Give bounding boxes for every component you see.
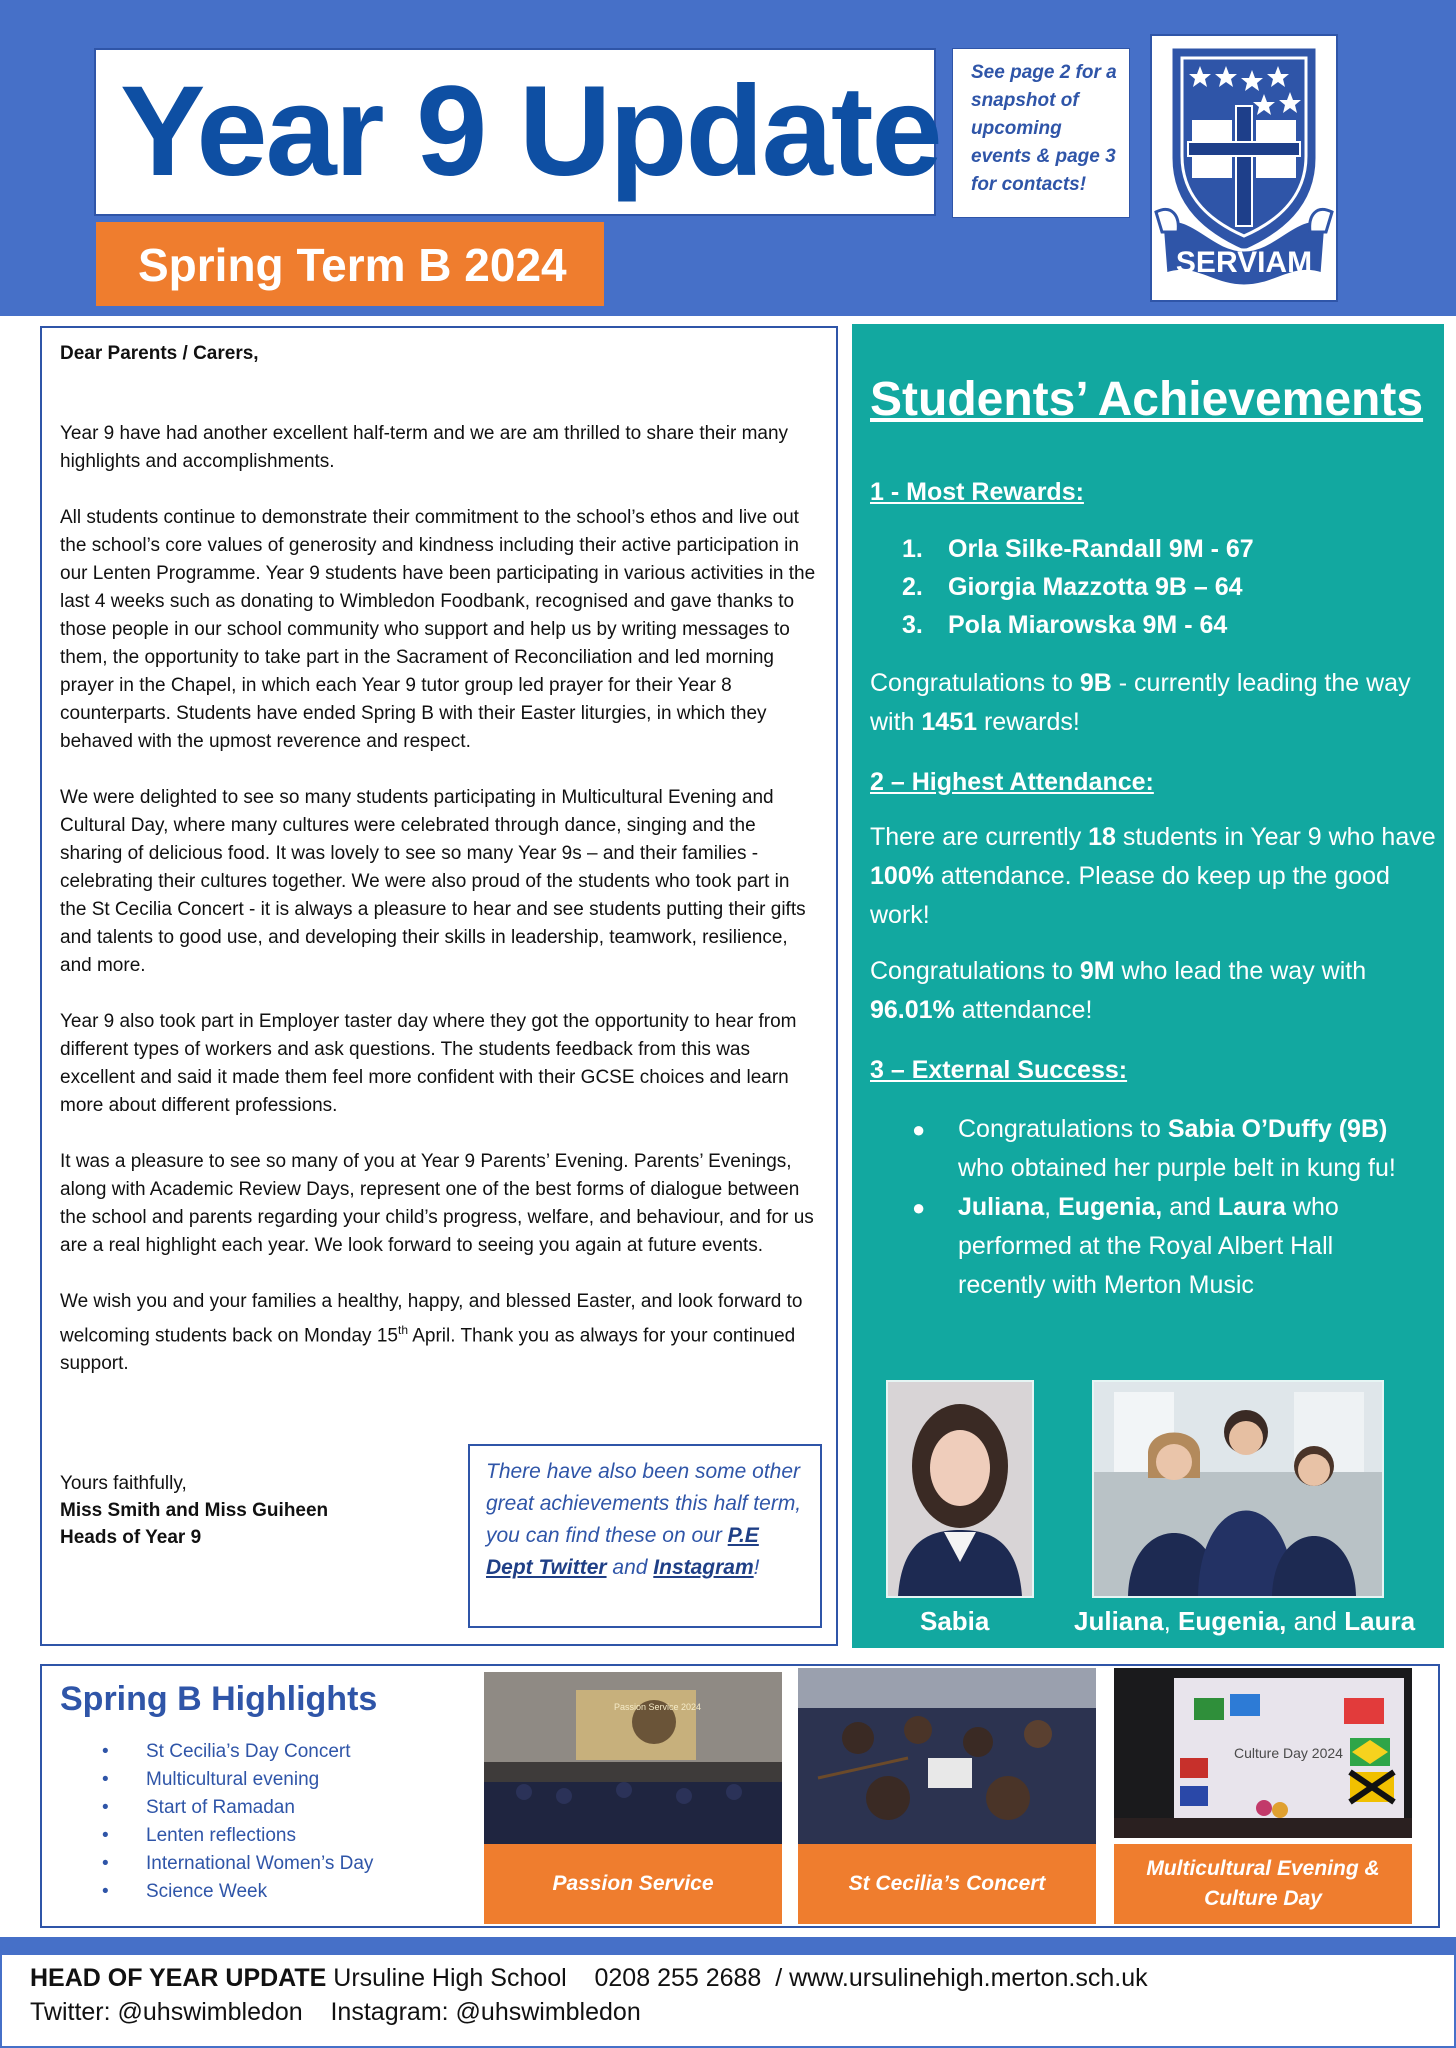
letter-paragraph: We were delighted to see so many students participating in Multicultural Evening and Cultural Day, where many cultures were celebrated through dance, singing and the sharing of delicious food. It was lovely to see so many Year 9s – and their families - celebrating their cultures together. We were also proud of the students who took part in the St Cecilia Concert - it is always a pleasure to hear and see students putting their gifts and talents to good use, and developing their skills in leadership, teamwork, resilience, and more. [60, 787, 806, 976]
svg-text:Passion Service 2024: Passion Service 2024 [614, 1702, 702, 1712]
letter-greeting: Dear Parents / Carers, [60, 343, 259, 364]
letter-paragraph-closing: We wish you and your families a healthy, happy, and blessed Easter, and look forward to welcoming students back on Monday 15th April. Thank you as always for your continued support. [60, 1291, 803, 1375]
svg-text:SERVIAM: SERVIAM [1175, 246, 1313, 279]
signers: Miss Smith and Miss Guiheen [60, 1500, 329, 1521]
social-note-text: There have also been some other great achievements this half term, you can find these on our P.E Dept Twitter and Instagram! [486, 1460, 802, 1579]
footer-label: HEAD OF YEAR UPDATE [30, 1964, 327, 1992]
letter-body [60, 340, 820, 1406]
page-note [952, 48, 1130, 218]
footer-school: Ursuline High School 0208 255 2688 / www.ursulinehigh.merton.sch.uk [326, 1964, 1148, 1992]
letter-signoff [60, 1470, 328, 1551]
list-item: • Science Week [102, 1881, 268, 1902]
culture-day-photo [1114, 1668, 1412, 1838]
page-title: Year 9 Update [120, 60, 941, 203]
highlights-section [40, 1664, 1440, 1928]
rewards-heading: 1 - Most Rewards: [870, 478, 1084, 506]
highlights-list [102, 1738, 373, 1906]
instagram-link[interactable]: Instagram [653, 1556, 754, 1579]
list-item: • Multicultural evening [102, 1769, 320, 1790]
term-label: Spring Term B 2024 [138, 239, 567, 291]
sabia-caption: Sabia [920, 1606, 990, 1636]
footer-social-line: Twitter: @uhswimbledon Instagram: @uhswimbledon [30, 1998, 641, 2026]
external-list [912, 1110, 1412, 1305]
letter-paragraph: It was a pleasure to see so many of you at Year 9 Parents’ Evening. Parents’ Evenings, along with Academic Review Days, represent one of the best forms of dialogue between the school and parents regarding your child’s progress, welfare, and behaviour, and for us are a real highlight each year. We look forward to seeing you again at future events. [60, 1151, 814, 1256]
footer-contact-line [30, 1961, 1148, 1995]
title-box [94, 48, 941, 216]
list-item: 1. Orla Silke-Randall 9M - 67 [902, 535, 1254, 563]
letter-paragraph: Year 9 have had another excellent half-term and we are am thrilled to share their many highlights and accomplishments. [60, 423, 789, 472]
attendance-heading: 2 – Highest Attendance: [870, 768, 1154, 796]
signoff-text: Yours faithfully, [60, 1473, 187, 1494]
culture-day-caption: Multicultural Evening & Culture Day [1114, 1844, 1412, 1924]
list-item: • Start of Ramadan [102, 1797, 295, 1818]
letter-section [40, 326, 838, 1646]
list-item: • Lenten reflections [102, 1825, 296, 1846]
signers-role: Heads of Year 9 [60, 1527, 202, 1548]
st-cecilia-photo [798, 1668, 1096, 1844]
list-item: ● Juliana, Eugenia, and Laura who performed at the Royal Albert Hall recently with Merton Music [912, 1193, 1339, 1299]
rewards-congrats: Congratulations to 9B - currently leading the way with 1451 rewards! [870, 669, 1411, 736]
footer-bar [0, 1937, 1456, 1955]
letter-paragraph: Year 9 also took part in Employer taster day where they got the opportunity to hear from different types of workers and ask questions. The students feedback from this was excellent and said it made them feel more confident with their GCSE choices and learn more about different professions. [60, 1011, 797, 1116]
passion-service-photo [484, 1672, 782, 1844]
footer [0, 1955, 1456, 2048]
list-item: • International Women’s Day [102, 1853, 374, 1874]
passion-service-caption: Passion Service [484, 1844, 782, 1924]
highlights-title: Spring B Highlights [60, 1680, 378, 1718]
achievements-panel [852, 324, 1444, 1648]
list-item: 2. Giorgia Mazzotta 9B – 64 [902, 573, 1243, 601]
school-crest-logo [1150, 34, 1338, 302]
rewards-list [902, 530, 1254, 644]
social-note-box [468, 1444, 822, 1628]
external-heading: 3 – External Success: [870, 1056, 1128, 1084]
sabia-photo [886, 1380, 1034, 1598]
pe-twitter-link[interactable]: P.E Dept Twitter [486, 1524, 759, 1579]
term-banner [96, 222, 604, 306]
group-caption: Juliana, Eugenia, and Laura [1074, 1606, 1416, 1636]
list-item: • St Cecilia’s Day Concert [102, 1741, 351, 1762]
letter-paragraph: All students continue to demonstrate their commitment to the school’s ethos and live out the school’s core values of generosity and kindness including their active participation in our Lenten Programme. Year 9 students have been participating in various activities in the last 4 weeks such as donating to Wimbledon Foodbank, recognised and gave thanks to those people in our school community who support and help us by writing messages to them, the opportunity to take part in the Sacrament of Reconciliation and led morning prayer in the Chapel, in which each Year 9 tutor group led prayer for their Year 8 counterparts. Students have ended Spring B with their Easter liturgies, in which they behaved with the upmost reverence and respect. [60, 507, 816, 752]
list-item: ● Congratulations to Sabia O’Duffy (9B) who obtained her purple belt in kung fu! [912, 1115, 1396, 1182]
svg-text:Culture Day 2024: Culture Day 2024 [1234, 1745, 1343, 1761]
attendance-text: There are currently 18 students in Year 9 who have 100% attendance. Please do keep up the good work! [870, 823, 1436, 929]
list-item: 3. Pola Miarowska 9M - 64 [902, 611, 1228, 639]
header-banner [0, 0, 1456, 316]
achievements-title: Students’ Achievements [870, 373, 1424, 426]
crest-icon [1152, 36, 1336, 300]
attendance-congrats: Congratulations to 9M who lead the way with 96.01% attendance! [870, 957, 1367, 1024]
group-photo [1092, 1380, 1384, 1598]
st-cecilia-caption: St Cecilia’s Concert [798, 1844, 1096, 1924]
page-note-text: See page 2 for a snapshot of upcoming events & page 3 for contacts! [971, 62, 1117, 195]
